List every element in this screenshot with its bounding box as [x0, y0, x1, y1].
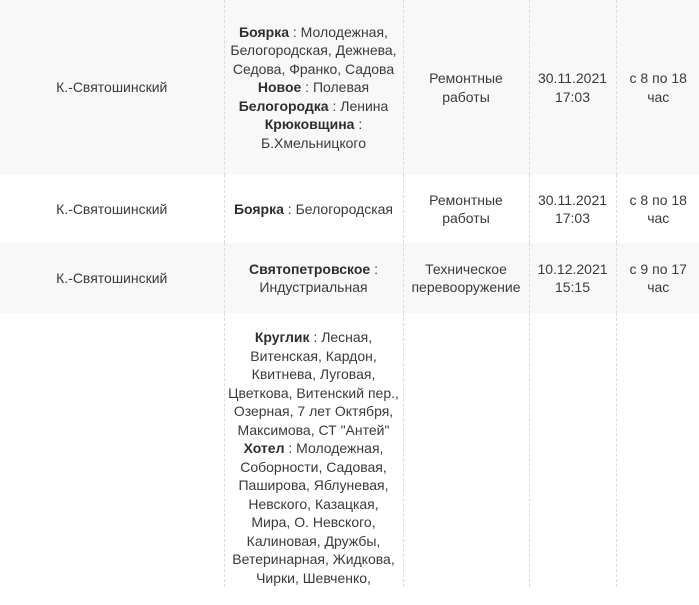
table-row — [0, 313, 699, 587]
locations-cell: Боярка : Белогородская — [224, 175, 403, 243]
location-name: Боярка — [233, 200, 284, 217]
location-name: Белогородка — [238, 97, 329, 114]
table-row — [0, 243, 699, 313]
location-streets: Молодежная, Соборности, Садовая, Паширова, Яблуневая, Невского, Казацкая, Мира, О. Невского, Калиновая, Дружбы, Ветеринарная, Жидкова, Чирки, Шевченко, — [232, 440, 395, 586]
location-streets: Молодежная, Белогородская, Дежнева, Седова, Франко, Садова — [230, 23, 397, 77]
district-cell — [0, 313, 224, 587]
time-cell — [616, 313, 699, 587]
reason-cell: Ремонтные работы — [403, 0, 529, 175]
district-cell: К.-Святошинский — [0, 175, 224, 243]
location-name: Хотел — [243, 440, 285, 456]
district-cell: К.-Святошинский — [0, 0, 224, 175]
location-name: Круглик — [254, 329, 310, 345]
location-name: Святопетровское — [249, 260, 371, 277]
location-streets: Белогородская — [295, 200, 394, 217]
date-cell: 30.11.2021 17:03 — [529, 175, 616, 243]
reason-cell: Ремонтные работы — [403, 175, 529, 243]
locations-cell: Боярка : Молодежная, Белогородская, Дежнева, Седова, Франко, Садова Новое : Полевая Белогородка : Ленина Крюковщина : Б.Хмельницкого — [224, 0, 403, 175]
location-name: Новое — [257, 79, 302, 96]
district-cell: К.-Святошинский — [0, 243, 224, 313]
location-streets: Лесная, Витенская, Кардон, Квитнева, Луговая, Цветкова, Витенский пер., Озерная, 7 лет Октября, Максимова, СТ "Антей" — [228, 329, 399, 438]
time-cell: с 9 по 17 час — [616, 243, 699, 313]
reason-cell: Техническое перевооружение — [403, 243, 529, 313]
reason-cell — [403, 313, 529, 587]
locations-cell: Круглик : Лесная, Витенская, Кардон, Квитнева, Луговая, Цветкова, Витенский пер., Озерная, 7 лет Октября, Максимова, СТ "Антей" Хотел : Молодежная, Соборности, Садовая, Паширова, Яблуневая, Невского, Казацкая, Мира, О. Невского, Калиновая, Дружбы, Ветеринарная, Жидкова, Чирки, Шевченко, — [224, 313, 403, 587]
time-cell: с 8 по 18 час — [616, 0, 699, 175]
location-streets: Полевая — [312, 79, 370, 96]
location-streets: Б.Хмельницкого — [260, 134, 367, 151]
date-cell: 30.11.2021 17:03 — [529, 0, 616, 175]
location-streets: Ленина — [340, 97, 389, 114]
date-cell — [529, 313, 616, 587]
location-name: Боярка — [239, 23, 289, 40]
time-cell: с 8 по 18 час — [616, 175, 699, 243]
date-cell: 10.12.2021 15:15 — [529, 243, 616, 313]
table-row — [0, 175, 699, 243]
table-row — [0, 0, 699, 175]
location-name: Крюковщина — [264, 116, 355, 133]
locations-cell: Святопетровское : Индустриальная — [224, 243, 403, 313]
location-streets: Индустриальная — [259, 279, 368, 295]
